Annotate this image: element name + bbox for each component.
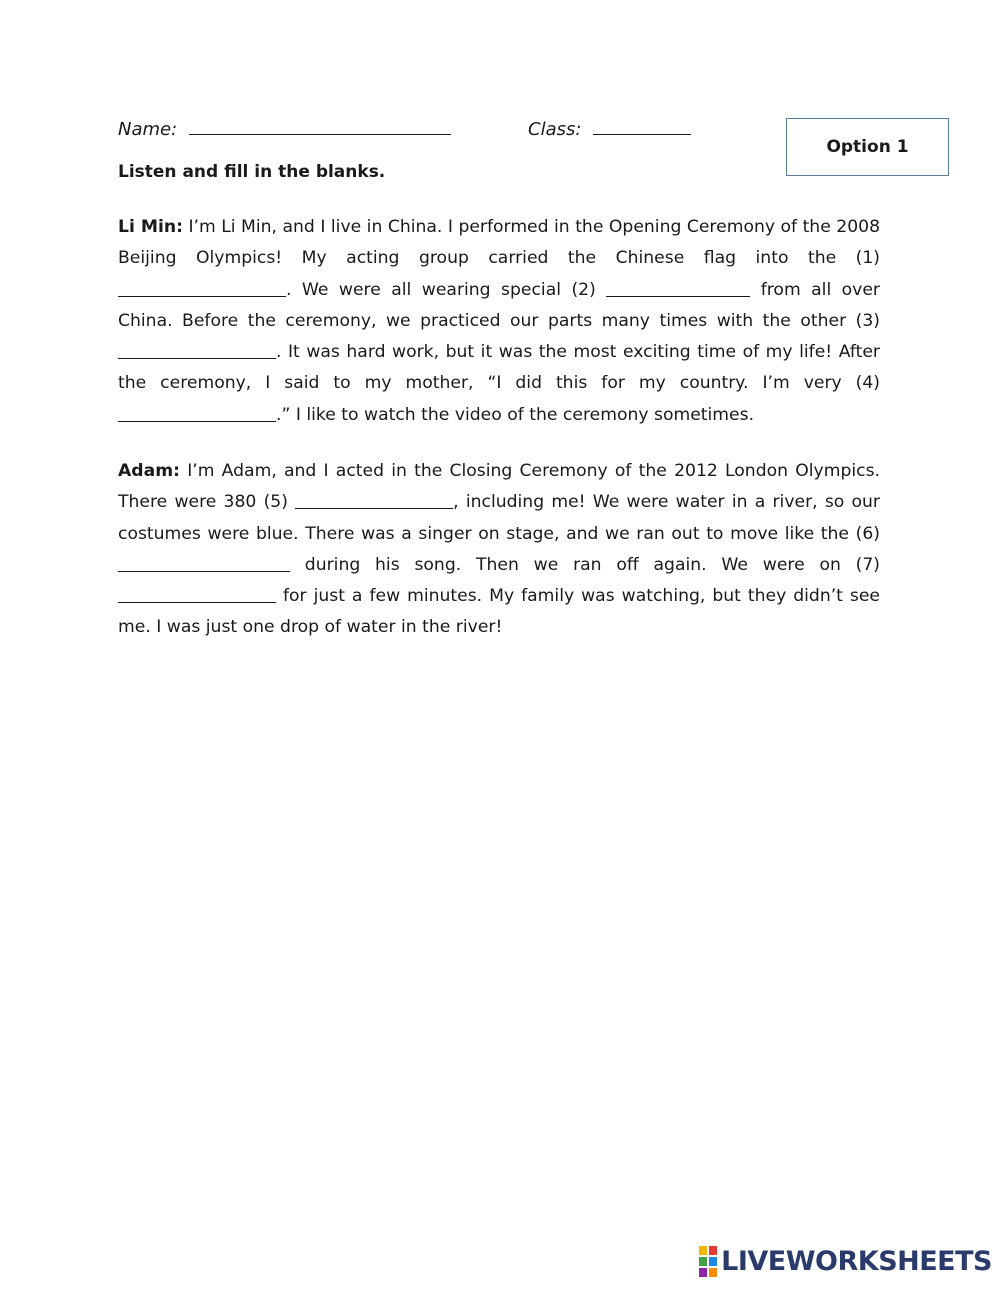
option-label: Option 1 [826, 137, 909, 157]
passage-text: during his song. Then we ran off again. We were on (7) [290, 554, 880, 575]
class-label: Class: [528, 119, 582, 140]
passage-adam [118, 456, 880, 644]
passage-li-min [118, 212, 880, 431]
answer-blank-7[interactable] [118, 584, 276, 603]
speaker-name: Li Min: [118, 217, 183, 237]
liveworksheets-logo [699, 1246, 992, 1277]
passage-text: I’m Adam, and I acted in the Closing Ceremony of the 2012 London Olympics. There were 380 (5) [118, 461, 880, 513]
name-label: Name: [118, 119, 178, 140]
answer-blank-3[interactable] [118, 340, 276, 359]
class-blank[interactable] [593, 118, 691, 135]
name-blank[interactable] [189, 118, 451, 135]
logo-text: LIVEWORKSHEETS [721, 1246, 992, 1277]
speaker-name: Adam: [118, 461, 180, 481]
answer-blank-6[interactable] [118, 553, 290, 572]
answer-blank-5[interactable] [295, 490, 453, 509]
passage-text: .” I like to watch the video of the ceremony sometimes. [276, 404, 755, 425]
answer-blank-2[interactable] [606, 278, 750, 297]
class-field [528, 118, 691, 140]
passage-text: for just a few minutes. My family was watching, but they didn’t see me. I was just one drop of water in the river! [118, 586, 880, 638]
option-box [786, 118, 949, 176]
name-field [118, 118, 451, 140]
passage-text: . It was hard work, but it was the most exciting time of my life! After the ceremony, I said to my mother, “I did this for my country. I’m very (4) [118, 342, 880, 394]
answer-blank-1[interactable] [118, 278, 286, 297]
answer-blank-4[interactable] [118, 403, 276, 422]
passage-text: I’m Li Min, and I live in China. I performed in the Opening Ceremony of the 2008 Beijing Olympics! My acting group carried the Chinese flag into the (1) [118, 217, 881, 269]
passage-text: . We were all wearing special (2) [286, 279, 607, 300]
liveworksheets-logo-icon [699, 1246, 717, 1277]
passage-text: , including me! We were water in a river, so our costumes were blue. There was a singer on stage, and we ran out to move like the (6) [118, 492, 880, 544]
passage-text: from all over China. Before the ceremony, we practiced our parts many times with the other (3) [118, 279, 880, 331]
instruction: Listen and fill in the blanks. [118, 162, 386, 182]
